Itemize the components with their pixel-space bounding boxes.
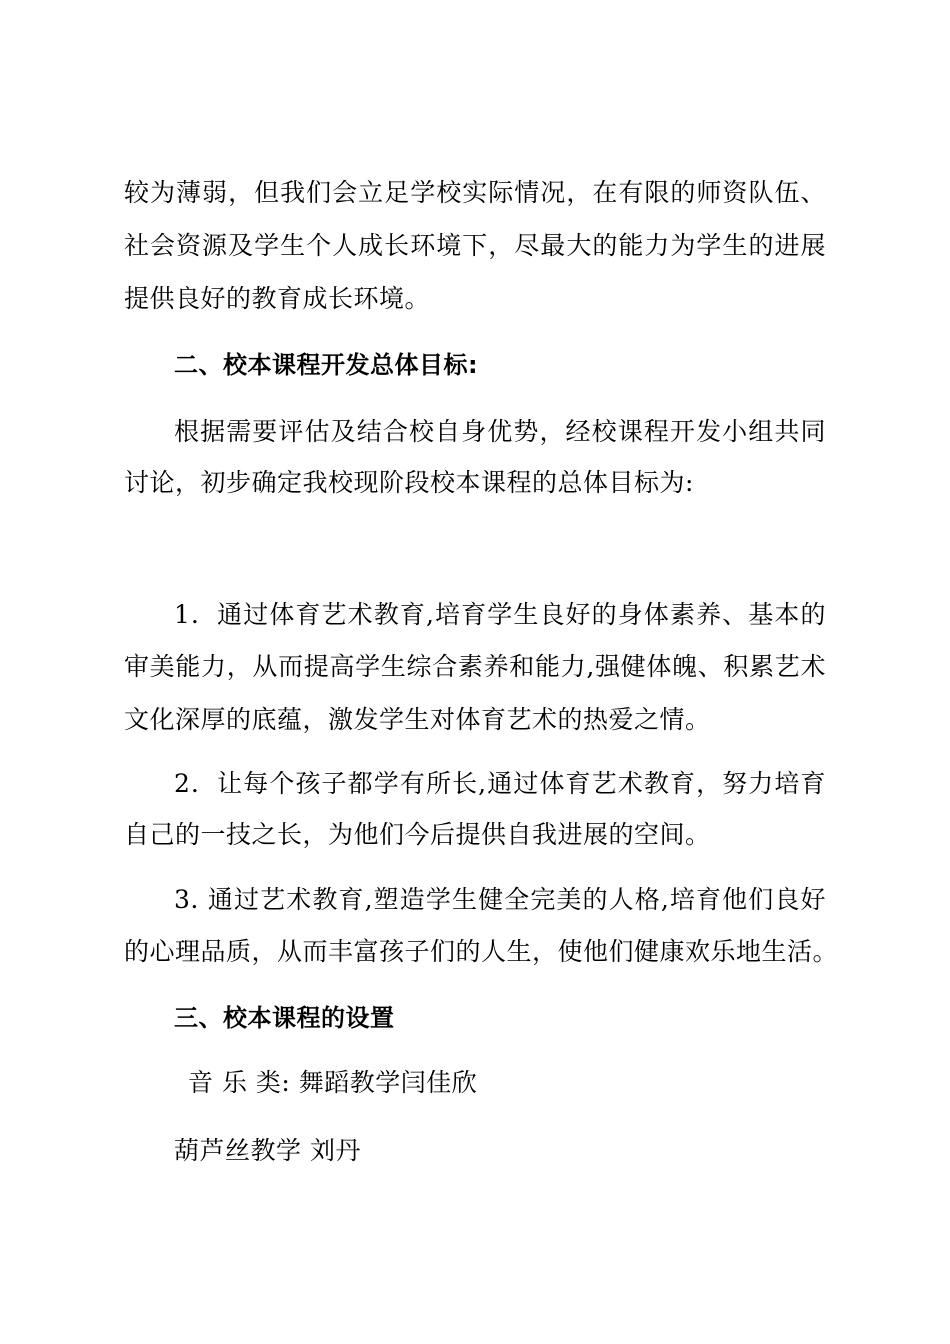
section-three-heading: 三、校本课程的设置	[174, 1004, 395, 1032]
goal-2-line-1: 2．让每个孩子都学有所长,通过体育艺术教育，努力培育	[174, 769, 826, 798]
goal-1-line-2: 审美能力，从而提高学生综合素养和能力,强健体魄、积累艺术	[124, 652, 826, 681]
goal-2-line-2: 自己的一技之长，为他们今后提供自我进展的空间。	[124, 820, 711, 849]
section-two-intro-line-1: 根据需要评估及结合校自身优势，经校课程开发小组共同	[174, 417, 826, 446]
course-item-music: 音 乐 类: 舞蹈教学闫佳欣	[188, 1068, 478, 1097]
course-item-hulusi: 葫芦丝教学 刘丹	[174, 1136, 361, 1165]
goal-1-line-1: 1．通过体育艺术教育,培育学生良好的身体素养、基本的	[174, 600, 826, 629]
intro-line-3: 提供良好的教育成长环境。	[124, 284, 431, 313]
goal-1-line-3: 文化深厚的底蕴，激发学生对体育艺术的热爱之情。	[124, 705, 711, 734]
section-two-heading: 二、校本课程开发总体目标:	[174, 351, 479, 379]
intro-line-2: 社会资源及学生个人成长环境下，尽最大的能力为学生的进展	[124, 231, 826, 260]
section-two-intro-line-2: 讨论，初步确定我校现阶段校本课程的总体目标为:	[124, 468, 694, 497]
goal-3-line-1: 3. 通过艺术教育,塑造学生健全完美的人格,培育他们良好	[174, 885, 826, 914]
intro-line-1: 较为薄弱，但我们会立足学校实际情况，在有限的师资队伍、	[124, 178, 826, 207]
goal-3-line-2: 的心理品质，从而丰富孩子们的人生，使他们健康欢乐地生活。	[124, 937, 839, 966]
